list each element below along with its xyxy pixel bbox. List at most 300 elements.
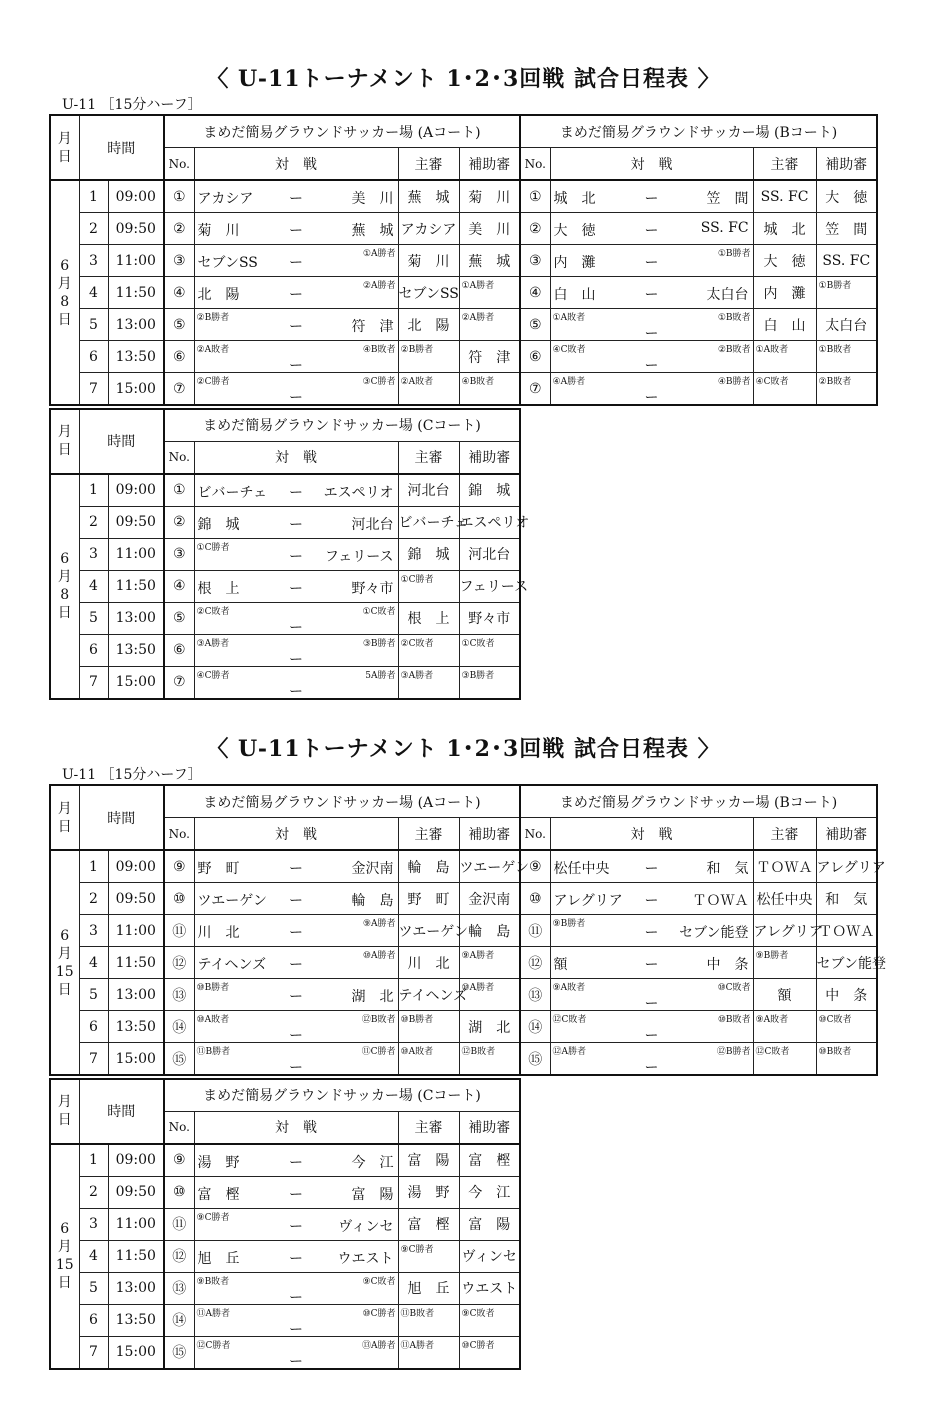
vs-dash: ー — [289, 1186, 303, 1203]
assistant-cell — [459, 979, 520, 1011]
referee-name: 北 陽 — [407, 317, 450, 334]
kickoff-time: 15:00 — [108, 373, 164, 406]
match-cell — [550, 915, 753, 947]
referee-seed: ⑨B勝者 — [755, 951, 789, 961]
referee-name: セブン能登 — [816, 955, 886, 972]
match-cell — [550, 213, 753, 245]
match-cell — [194, 474, 398, 507]
kickoff-time: 15:00 — [108, 1336, 164, 1369]
match-cell — [194, 1336, 398, 1369]
referee-cell — [398, 213, 459, 245]
seed-right: ⑫B敗者 — [361, 1015, 396, 1025]
match-cell — [194, 915, 398, 947]
round-number: 7 — [79, 666, 108, 699]
match-number: ⑫ — [164, 1240, 194, 1272]
seed-left: ④C勝者 — [196, 670, 230, 681]
referee-name: SS. FC — [760, 188, 809, 205]
table-row — [50, 883, 877, 915]
referee-cell — [753, 180, 816, 213]
table-row — [50, 1144, 520, 1177]
referee-cell — [398, 1011, 459, 1043]
team-left: アレグリア — [553, 893, 623, 909]
vs-dash: ー — [289, 548, 303, 565]
match-cell — [550, 277, 753, 309]
referee-name: テイヘンズ — [398, 987, 468, 1004]
vs-dash: ー — [289, 957, 303, 973]
referee-name: ツエーゲン — [459, 859, 529, 876]
match-number: ⑤ — [164, 602, 194, 634]
team-left: ビバーチェ — [197, 484, 268, 501]
assistant-cell — [816, 245, 877, 277]
kickoff-time: 13:00 — [108, 979, 164, 1011]
round-number: 3 — [79, 538, 108, 570]
match-number: ③ — [520, 245, 550, 277]
match-date: 6 月 8 日 — [50, 474, 79, 699]
vs-dash: ー — [289, 223, 303, 239]
referee-cell — [753, 850, 816, 883]
assistant-cell — [816, 180, 877, 213]
team-left: 旭 丘 — [197, 1250, 240, 1267]
match-cell — [550, 309, 753, 341]
match-number: ⑭ — [520, 1011, 550, 1043]
referee-name: 美 川 — [468, 221, 511, 238]
match-header: 対 戦 — [194, 148, 398, 181]
referee-seed: ⑩B勝者 — [400, 1015, 434, 1025]
kickoff-time: 13:50 — [108, 341, 164, 373]
referee-name: 蕪 城 — [468, 253, 511, 270]
assistant-cell — [816, 277, 877, 309]
kickoff-time: 13:00 — [108, 1272, 164, 1304]
court-b-header: まめだ簡易グラウンドサッカー場 (Bコート) — [520, 115, 877, 148]
referee-cell — [398, 1304, 459, 1336]
match-cell — [194, 180, 398, 213]
team-left: ツエーゲン — [197, 893, 267, 909]
match-header: 対 戦 — [550, 818, 753, 851]
match-cell — [550, 979, 753, 1011]
match-cell — [194, 947, 398, 979]
table-row — [50, 1240, 520, 1272]
kickoff-time: 09:00 — [108, 1144, 164, 1177]
referee-seed: ①A勝者 — [461, 281, 495, 291]
vs-dash: ー — [289, 191, 303, 207]
vs-dash: ー — [289, 255, 303, 271]
referee-name: 白 山 — [763, 317, 806, 334]
referee-name: ツエーゲン — [398, 923, 468, 940]
vs-dash: ー — [644, 1060, 659, 1076]
referee-cell — [753, 915, 823, 947]
match-cell — [194, 666, 398, 699]
team-left: 白 山 — [553, 287, 596, 303]
vs-dash: ー — [644, 287, 659, 303]
referee-seed: ⑩C敗者 — [818, 1015, 852, 1025]
assistant-cell — [459, 341, 520, 373]
seed-left: ②A敗者 — [196, 345, 230, 355]
table-row — [50, 1304, 520, 1336]
round-number: 5 — [79, 309, 108, 341]
assistant-cell — [459, 213, 520, 245]
match-cell — [194, 602, 398, 634]
match-cell — [550, 373, 753, 406]
vs-dash: ー — [644, 1028, 659, 1044]
match-number: ⑬ — [520, 979, 550, 1011]
referee-cell — [398, 1240, 459, 1272]
table-row — [50, 1176, 520, 1208]
match-number: ⑤ — [520, 309, 550, 341]
referee-name: ヴィンセ — [461, 1249, 517, 1266]
round-number: 4 — [79, 570, 108, 602]
referee-cell — [398, 1272, 459, 1304]
match-number: ⑦ — [520, 373, 550, 406]
team-right: 笠 間 — [706, 191, 749, 207]
referee-cell — [753, 1043, 816, 1076]
seed-right: ①C敗者 — [362, 606, 396, 617]
team-left: 富 樫 — [197, 1186, 240, 1203]
assistant-cell — [459, 1304, 520, 1336]
team-left: 野 町 — [197, 861, 240, 877]
round-number: 3 — [79, 1208, 108, 1240]
seed-right: ③B勝者 — [362, 638, 396, 649]
vs-dash: ー — [289, 1060, 303, 1076]
referee-name: 錦 城 — [407, 547, 450, 564]
vs-dash: ー — [289, 989, 303, 1005]
referee-cell — [398, 850, 459, 883]
referee-name: 根 上 — [407, 611, 450, 628]
match-cell — [194, 341, 398, 373]
vs-dash: ー — [644, 957, 659, 973]
match-cell — [550, 1011, 753, 1043]
referee-seed: ①B勝者 — [818, 281, 852, 291]
round-number: 2 — [79, 883, 108, 915]
match-number: ⑥ — [164, 634, 194, 666]
assistant-cell — [816, 979, 877, 1011]
team-left: 錦 城 — [197, 516, 240, 533]
assistant-cell — [459, 1336, 520, 1369]
round-number: 7 — [79, 1336, 108, 1369]
table-row — [50, 850, 877, 883]
kickoff-time: 13:00 — [108, 309, 164, 341]
referee-cell — [398, 1336, 459, 1369]
match-date: 6 月 15 日 — [50, 1144, 79, 1369]
table-row — [50, 979, 877, 1011]
team-right: ＴＯＷＡ — [692, 893, 749, 909]
match-number: ⑦ — [164, 373, 194, 406]
kickoff-time: 11:50 — [108, 277, 164, 309]
vs-dash: ー — [644, 893, 659, 909]
referee-name: 湯 野 — [407, 1185, 450, 1202]
vs-dash: ー — [644, 996, 659, 1012]
match-number: ⑮ — [520, 1043, 550, 1076]
referee-name: 今 江 — [468, 1185, 511, 1202]
vs-dash: ー — [289, 484, 303, 501]
vs-dash: ー — [289, 1289, 303, 1306]
table-row — [50, 1011, 877, 1043]
team-left: アカシア — [197, 191, 254, 207]
referee-seed: ⑫B敗者 — [461, 1047, 496, 1057]
referee-seed: ⑪A勝者 — [400, 1340, 434, 1351]
match-cell — [194, 1240, 398, 1272]
match-header: 対 戦 — [194, 1111, 398, 1144]
team-left: 額 — [553, 957, 568, 973]
court-c-header: まめだ簡易グラウンドサッカー場 (Cコート) — [164, 409, 520, 442]
court-ab-table — [49, 784, 886, 1076]
match-number: ④ — [164, 570, 194, 602]
round-number: 1 — [79, 1144, 108, 1177]
match-number: ⑫ — [520, 947, 550, 979]
team-left: 根 上 — [197, 580, 240, 597]
court-ab-table — [49, 114, 878, 406]
team-right: ウエスト — [337, 1250, 394, 1267]
round-number: 2 — [79, 1176, 108, 1208]
referee-name: 笠 間 — [825, 221, 868, 238]
assistant-cell — [459, 634, 520, 666]
kickoff-time: 15:00 — [108, 666, 164, 699]
assistant-cell — [459, 474, 520, 507]
referee-name: ウエスト — [461, 1281, 518, 1298]
vs-dash: ー — [289, 925, 303, 941]
assistant-cell — [459, 538, 520, 570]
referee-name: 輪 島 — [468, 923, 511, 940]
referee-name: 中 条 — [825, 987, 868, 1004]
referee-name: 金沢南 — [468, 891, 511, 908]
match-number: ⑪ — [520, 915, 550, 947]
referee-name: 旭 丘 — [407, 1281, 450, 1298]
referee-name: ＴＯＷＡ — [756, 859, 813, 876]
vs-dash: ー — [289, 861, 303, 877]
match-no-header: No. — [164, 441, 194, 474]
referee-cell — [398, 1144, 459, 1177]
assistant-cell — [459, 245, 520, 277]
referee-name: 輪 島 — [407, 859, 450, 876]
match-date: 6 月 15 日 — [50, 850, 79, 1075]
seed-left: ⑫A勝者 — [552, 1047, 587, 1057]
referee-cell — [398, 947, 459, 979]
assistant-cell — [459, 277, 520, 309]
referee-cell — [753, 309, 816, 341]
kickoff-time: 09:00 — [108, 180, 164, 213]
assistant-cell — [459, 570, 529, 602]
seed-right: ⑨C敗者 — [362, 1276, 396, 1287]
table-row — [50, 180, 877, 213]
round-number: 1 — [79, 474, 108, 507]
kickoff-time: 13:00 — [108, 602, 164, 634]
round-number: 7 — [79, 373, 108, 406]
team-left: 城 北 — [553, 191, 596, 207]
match-number: ⑩ — [520, 883, 550, 915]
court-c-table — [49, 408, 530, 700]
team-right: 符 津 — [351, 319, 394, 335]
kickoff-time: 09:50 — [108, 883, 164, 915]
assistant-cell — [816, 915, 877, 947]
table-row — [50, 666, 520, 699]
seed-left: ①A敗者 — [552, 313, 586, 323]
table-row — [50, 245, 877, 277]
referee-cell — [398, 602, 459, 634]
seed-left: ⑨B勝者 — [552, 919, 586, 929]
seed-right: ⑩C勝者 — [362, 1308, 396, 1319]
round-number: 6 — [79, 1304, 108, 1336]
referee-name: 松任中央 — [756, 891, 813, 908]
seed-right: ④B敗者 — [362, 345, 396, 355]
kickoff-time: 13:50 — [108, 634, 164, 666]
referee-seed: ②A敗者 — [400, 377, 434, 387]
vs-dash: ー — [289, 516, 303, 533]
referee-cell — [398, 1043, 459, 1076]
team-left: 菊 川 — [197, 223, 240, 239]
match-cell — [194, 1176, 398, 1208]
assistant-cell — [459, 915, 520, 947]
table-row — [50, 1208, 520, 1240]
match-number: ④ — [520, 277, 550, 309]
round-number: 5 — [79, 1272, 108, 1304]
match-cell — [550, 1043, 753, 1076]
round-number: 5 — [79, 602, 108, 634]
referee-name: 大 徳 — [763, 253, 806, 270]
match-cell — [194, 506, 398, 538]
team-right: 太白台 — [706, 287, 749, 303]
team-left: 北 陽 — [197, 287, 240, 303]
round-number: 7 — [79, 1043, 108, 1076]
table-row — [50, 634, 520, 666]
vs-dash: ー — [289, 390, 303, 406]
match-number: ⑩ — [164, 1176, 194, 1208]
referee-name: 錦 城 — [468, 483, 511, 500]
team-left: 松任中央 — [553, 861, 610, 877]
match-cell — [194, 373, 398, 406]
referee-name: 富 樫 — [468, 1153, 511, 1170]
match-header: 対 戦 — [194, 818, 398, 851]
assistant-header: 補助審 — [459, 818, 520, 851]
table-row — [50, 1272, 520, 1304]
match-number: ③ — [164, 245, 194, 277]
referee-seed: ①C勝者 — [400, 574, 434, 585]
vs-dash: ー — [289, 683, 303, 700]
team-left: セブンSS — [197, 255, 258, 271]
round-number: 1 — [79, 180, 108, 213]
kickoff-time: 11:00 — [108, 538, 164, 570]
referee-cell — [398, 309, 459, 341]
referee-cell — [753, 883, 816, 915]
seed-left: ⑨A敗者 — [552, 983, 586, 993]
referee-cell — [398, 245, 459, 277]
match-cell — [550, 180, 753, 213]
match-number: ① — [164, 180, 194, 213]
match-cell — [550, 947, 753, 979]
match-cell — [550, 245, 753, 277]
match-number: ⑨ — [164, 850, 194, 883]
assistant-header: 補助審 — [459, 148, 520, 181]
assistant-cell — [459, 883, 520, 915]
match-number: ① — [520, 180, 550, 213]
match-number: ⑮ — [164, 1043, 194, 1076]
assistant-cell — [459, 1043, 520, 1076]
referee-cell — [398, 538, 459, 570]
referee-name: 菊 川 — [407, 253, 450, 270]
seed-right: ⑪C勝者 — [361, 1047, 396, 1057]
match-header: 対 戦 — [550, 148, 753, 181]
vs-dash: ー — [644, 390, 659, 406]
assistant-header: 補助審 — [459, 441, 520, 474]
match-cell — [194, 570, 398, 602]
team-right: 金沢南 — [351, 861, 394, 877]
referee-seed: ⑩C勝者 — [461, 1340, 495, 1351]
referee-name: 富 樫 — [407, 1217, 450, 1234]
assistant-cell — [459, 1272, 520, 1304]
team-right: 湖 北 — [351, 989, 394, 1005]
referee-seed: ⑩A敗者 — [400, 1047, 434, 1057]
team-left: テイヘンズ — [197, 957, 267, 973]
vs-dash: ー — [289, 893, 303, 909]
referee-cell — [398, 373, 459, 406]
referee-name: 符 津 — [468, 349, 511, 366]
schedule-title: 〈 U-11トーナメント 1･2･3回戦 試合日程表 〉 — [206, 736, 721, 762]
referee-name: SS. FC — [822, 252, 871, 269]
category-label: U-11 ［15分ハーフ］ — [62, 767, 202, 783]
vs-dash: ー — [289, 319, 303, 335]
round-number: 6 — [79, 1011, 108, 1043]
time-header: 時間 — [79, 785, 164, 850]
team-left: 大 徳 — [553, 223, 596, 239]
month-day-header: 月 日 — [50, 409, 79, 474]
referee-seed: ②A勝者 — [461, 313, 495, 323]
referee-name: フェリース — [459, 579, 529, 596]
match-number: ⑥ — [164, 341, 194, 373]
referee-cell — [398, 634, 459, 666]
referee-seed: ④C敗者 — [755, 377, 789, 387]
referee-name: 河北台 — [407, 483, 450, 500]
court-c-table — [49, 1078, 521, 1370]
referee-name: 和 気 — [825, 891, 868, 908]
team-right: 美 川 — [351, 191, 394, 207]
month-day-header: 月 日 — [50, 1079, 79, 1144]
referee-cell — [753, 373, 816, 406]
referee-seed: ⑩A勝者 — [461, 983, 495, 993]
round-number: 4 — [79, 277, 108, 309]
match-cell — [194, 1208, 398, 1240]
vs-dash: ー — [644, 191, 659, 207]
month-day-header: 月 日 — [50, 115, 79, 180]
match-number: ⑫ — [164, 947, 194, 979]
referee-seed: ①A敗者 — [755, 345, 789, 355]
referee-seed: ②B敗者 — [818, 377, 852, 387]
referee-seed: ⑩B敗者 — [818, 1047, 852, 1057]
seed-right: ②A勝者 — [362, 281, 396, 291]
round-number: 6 — [79, 341, 108, 373]
match-number: ⑪ — [164, 915, 194, 947]
match-cell — [194, 883, 398, 915]
match-number: ⑮ — [164, 1336, 194, 1369]
assistant-header: 補助審 — [816, 818, 877, 851]
seed-right: 5A勝者 — [365, 670, 396, 681]
vs-dash: ー — [644, 861, 659, 877]
referee-cell — [398, 180, 459, 213]
seed-left: ⑪A勝者 — [196, 1308, 230, 1319]
table-row — [50, 373, 877, 406]
match-number: ⑪ — [164, 1208, 194, 1240]
seed-left: ④C敗者 — [552, 345, 586, 355]
match-cell — [194, 1272, 398, 1304]
match-cell — [194, 277, 398, 309]
month-day-header: 月 日 — [50, 785, 79, 850]
vs-dash: ー — [644, 925, 659, 941]
referee-cell — [398, 915, 468, 947]
assistant-cell — [816, 341, 877, 373]
match-cell — [194, 245, 398, 277]
table-row — [50, 474, 520, 507]
referee-name: アレグリア — [816, 859, 886, 876]
match-cell — [194, 538, 398, 570]
table-row — [50, 915, 877, 947]
round-number: 2 — [79, 506, 108, 538]
